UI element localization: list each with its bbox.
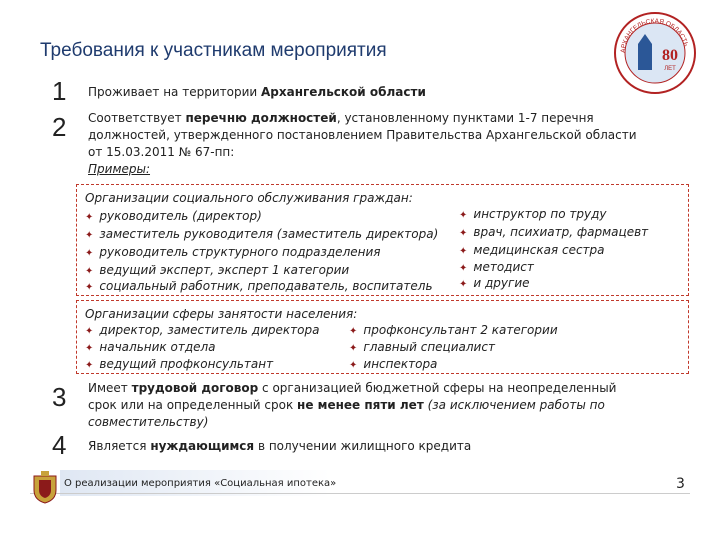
list-item: ✦ ведущий эксперт, эксперт 1 категории [85, 263, 350, 277]
list-item: ✦ врач, психиатр, фармацевт [459, 225, 649, 239]
list-item: ✦ ведущий профконсультант [85, 357, 274, 371]
list-item: ✦ директор, заместитель директора [85, 323, 320, 337]
list-item: ✦ медицинская сестра [459, 243, 605, 257]
page-number: 3 [676, 476, 685, 492]
footer-text: О реализации мероприятия «Социальная ипотека» [64, 478, 337, 489]
list-item: ✦ руководитель структурного подразделения [85, 245, 381, 259]
social-services-box [76, 184, 689, 296]
item-2-text: Соответствует перечню должностей, установленному пунктами 1-7 перечня должностей, утвержденного постановлением Правительства Архангельской области от 15.03.2011 № 67-пп: Примеры: [88, 111, 637, 176]
item-number-3: 3 [52, 382, 67, 412]
list-item: ✦ профконсультант 2 категории [349, 323, 558, 337]
list-item: ✦ начальник отдела [85, 340, 216, 354]
coat-of-arms-icon [30, 470, 60, 504]
item-1-text: Проживает на территории Архангельской области [88, 85, 426, 99]
box-heading: Организации сферы занятости населения: [85, 307, 358, 321]
list-item: ✦ социальный работник, преподаватель, воспитатель [85, 279, 433, 293]
item-4-text: Является нуждающимся в получении жилищного кредита [88, 439, 472, 453]
page-title: Требования к участникам мероприятия [40, 40, 387, 61]
list-item: ✦ инспектора [349, 357, 438, 371]
logo-ring-text: АРХАНГЕЛЬСКАЯ ОБЛАСТЬ [619, 17, 690, 54]
item-3-text: Имеет трудовой договор с организацией бюджетной сферы на неопределенный срок или на определенный срок не менее пяти лет (за исключением работы по совместительству) [88, 381, 617, 429]
logo-label: ЛЕТ [664, 66, 676, 72]
list-item: ✦ инструктор по труду [459, 207, 607, 221]
footer-divider [30, 493, 690, 494]
item-number-4: 4 [52, 430, 67, 460]
examples-label: Примеры: [88, 162, 151, 176]
list-item: ✦ методист [459, 260, 534, 274]
list-item: ✦ и другие [459, 276, 530, 290]
logo-year: 80 [662, 47, 678, 64]
box-heading: Организации социального обслуживания граждан: [85, 191, 413, 205]
region-anniversary-logo [612, 10, 698, 96]
item-number-2: 2 [52, 112, 67, 142]
employment-services-box [76, 300, 689, 374]
list-item: ✦ главный специалист [349, 340, 495, 354]
item-number-1: 1 [52, 76, 67, 106]
list-item: ✦ заместитель руководителя (заместитель директора) [85, 227, 439, 241]
list-item: ✦ руководитель (директор) [85, 209, 262, 223]
